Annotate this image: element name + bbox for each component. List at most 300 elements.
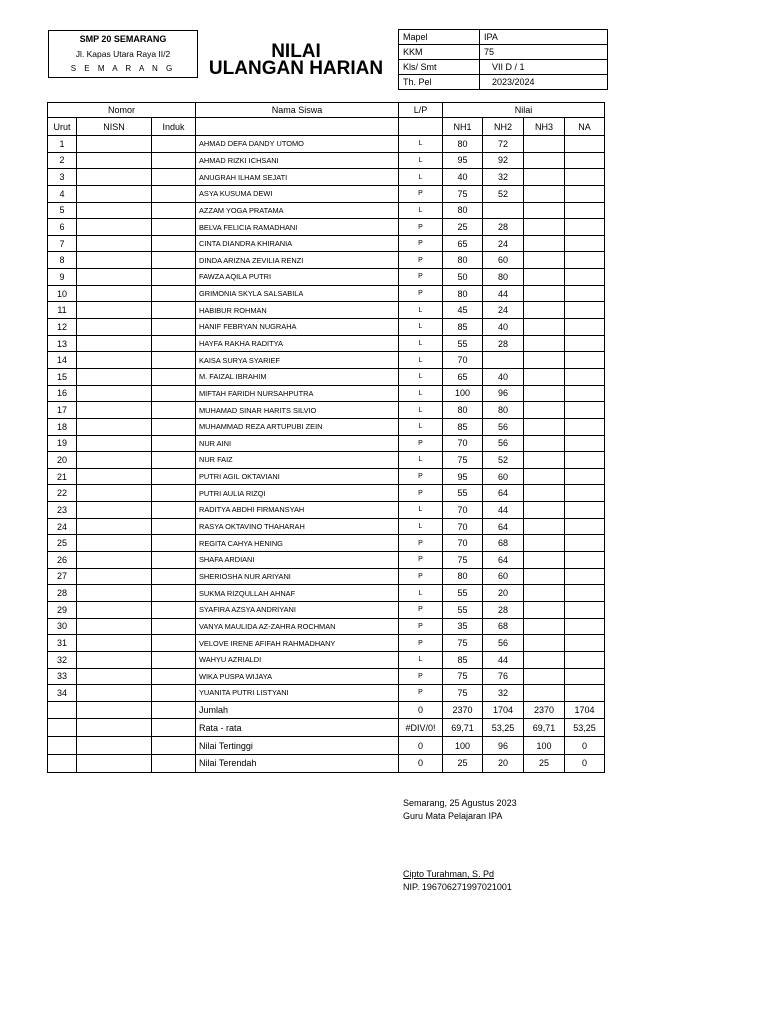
na-cell <box>565 452 605 469</box>
nh3-cell <box>524 352 565 369</box>
student-name: NUR AINI <box>196 435 399 452</box>
student-name: FAWZA AQILA PUTRI <box>196 269 399 286</box>
induk-cell <box>152 518 196 535</box>
page-title-line2: ULANGAN HARIAN <box>208 58 384 79</box>
summary-blank <box>48 719 77 737</box>
nh2-cell: 64 <box>483 552 524 569</box>
nh1-cell: 75 <box>443 185 483 202</box>
table-row <box>48 452 605 469</box>
gender-cell: P <box>399 668 443 685</box>
nisn-cell <box>77 568 152 585</box>
row-number: 8 <box>48 252 77 269</box>
gender-cell: L <box>399 651 443 668</box>
nh1-cell: 85 <box>443 651 483 668</box>
nh1-cell: 40 <box>443 169 483 186</box>
nh3-cell <box>524 219 565 236</box>
gender-cell: L <box>399 418 443 435</box>
nh3-cell <box>524 485 565 502</box>
induk-cell <box>152 601 196 618</box>
row-number: 3 <box>48 169 77 186</box>
student-name: HANIF FEBRYAN NUGRAHA <box>196 319 399 336</box>
table-row <box>48 269 605 286</box>
na-cell <box>565 136 605 153</box>
summary-lp: 0 <box>399 754 443 772</box>
nh2-cell: 92 <box>483 152 524 169</box>
nisn-cell <box>77 219 152 236</box>
induk-cell <box>152 185 196 202</box>
gender-cell: P <box>399 468 443 485</box>
student-name: REGITA CAHYA HENING <box>196 535 399 552</box>
nisn-cell <box>77 368 152 385</box>
nh2-cell: 68 <box>483 618 524 635</box>
nh3-cell <box>524 136 565 153</box>
na-cell <box>565 418 605 435</box>
summary-row <box>48 754 605 772</box>
school-address: Jl. Kapas Utara Raya II/2 <box>75 49 171 59</box>
table-row <box>48 601 605 618</box>
summary-blank <box>152 719 196 737</box>
gender-cell: P <box>399 185 443 202</box>
induk-cell <box>152 418 196 435</box>
student-name: PUTRI AGIL OKTAVIANI <box>196 468 399 485</box>
school-info-box <box>48 30 198 78</box>
na-cell <box>565 185 605 202</box>
row-number: 15 <box>48 368 77 385</box>
nisn-cell <box>77 502 152 519</box>
header-spacer <box>196 118 399 136</box>
nh1-cell: 85 <box>443 418 483 435</box>
header-nh2: NH2 <box>483 118 524 136</box>
summary-nh3: 69,71 <box>524 719 565 737</box>
info-label: Mapel <box>399 30 480 45</box>
table-row <box>48 202 605 219</box>
nisn-cell <box>77 635 152 652</box>
row-number: 6 <box>48 219 77 236</box>
nh2-cell: 24 <box>483 302 524 319</box>
student-name: CINTA DIANDRA KHIRANIA <box>196 235 399 252</box>
na-cell <box>565 502 605 519</box>
student-name: SHERIOSHA NUR ARIYANI <box>196 568 399 585</box>
nh3-cell <box>524 518 565 535</box>
gender-cell: P <box>399 552 443 569</box>
gender-cell: L <box>399 452 443 469</box>
student-name: MIFTAH FARIDH NURSAHPUTRA <box>196 385 399 402</box>
student-name: ANUGRAH ILHAM SEJATI <box>196 169 399 186</box>
nh1-cell: 80 <box>443 568 483 585</box>
summary-blank <box>48 737 77 755</box>
gender-cell: L <box>399 319 443 336</box>
na-cell <box>565 302 605 319</box>
student-name: NUR FAIZ <box>196 452 399 469</box>
nisn-cell <box>77 269 152 286</box>
gender-cell: P <box>399 535 443 552</box>
summary-nh1: 25 <box>443 754 483 772</box>
na-cell <box>565 585 605 602</box>
gender-cell: P <box>399 685 443 702</box>
nisn-cell <box>77 402 152 419</box>
info-row <box>399 45 608 60</box>
header-nomor: Nomor <box>48 103 196 118</box>
row-number: 28 <box>48 585 77 602</box>
nisn-cell <box>77 352 152 369</box>
header-nh3: NH3 <box>524 118 565 136</box>
induk-cell <box>152 585 196 602</box>
induk-cell <box>152 618 196 635</box>
nisn-cell <box>77 169 152 186</box>
row-number: 34 <box>48 685 77 702</box>
na-cell <box>565 552 605 569</box>
row-number: 9 <box>48 269 77 286</box>
na-cell <box>565 635 605 652</box>
row-number: 5 <box>48 202 77 219</box>
row-number: 25 <box>48 535 77 552</box>
nh1-cell: 80 <box>443 202 483 219</box>
nh2-cell: 28 <box>483 335 524 352</box>
gender-cell: P <box>399 235 443 252</box>
header-nisn: NISN <box>77 118 152 136</box>
student-name: RASYA OKTAVINO THAHARAH <box>196 518 399 535</box>
row-number: 10 <box>48 285 77 302</box>
teacher-name: Cipto Turahman, S. Pd <box>403 869 495 879</box>
na-cell <box>565 202 605 219</box>
nh3-cell <box>524 252 565 269</box>
table-row <box>48 685 605 702</box>
student-name: MUHAMMAD REZA ARTUPUBI ZEIN <box>196 418 399 435</box>
na-cell <box>565 668 605 685</box>
gender-cell: L <box>399 136 443 153</box>
table-row <box>48 418 605 435</box>
nh1-cell: 75 <box>443 668 483 685</box>
subject-info-table <box>398 29 608 90</box>
summary-nh3: 2370 <box>524 701 565 719</box>
gender-cell: P <box>399 252 443 269</box>
nh3-cell <box>524 368 565 385</box>
grades-table <box>47 102 605 773</box>
header-nama-siswa: Nama Siswa <box>196 103 399 118</box>
summary-blank <box>152 754 196 772</box>
row-number: 29 <box>48 601 77 618</box>
nh2-cell: 40 <box>483 368 524 385</box>
table-row <box>48 169 605 186</box>
student-name: AHMAD RIZKI ICHSANI <box>196 152 399 169</box>
na-cell <box>565 269 605 286</box>
nh3-cell <box>524 601 565 618</box>
induk-cell <box>152 319 196 336</box>
table-row <box>48 219 605 236</box>
summary-label: Nilai Terendah <box>196 754 399 772</box>
nisn-cell <box>77 136 152 153</box>
nh3-cell <box>524 635 565 652</box>
header-nilai: Nilai <box>443 103 605 118</box>
nh2-cell <box>483 352 524 369</box>
nh2-cell: 28 <box>483 219 524 236</box>
table-row <box>48 635 605 652</box>
summary-nh1: 100 <box>443 737 483 755</box>
nh3-cell <box>524 418 565 435</box>
table-row <box>48 352 605 369</box>
student-name: SUKMA RIZQULLAH AHNAF <box>196 585 399 602</box>
page-title-line1: NILAI <box>271 41 321 62</box>
student-name: KAISA SURYA SYARIEF <box>196 352 399 369</box>
info-row <box>399 30 608 45</box>
row-number: 20 <box>48 452 77 469</box>
na-cell <box>565 319 605 336</box>
nh3-cell <box>524 452 565 469</box>
nh2-cell: 72 <box>483 136 524 153</box>
induk-cell <box>152 302 196 319</box>
nh2-cell: 44 <box>483 285 524 302</box>
nh3-cell <box>524 668 565 685</box>
summary-nh3: 25 <box>524 754 565 772</box>
school-name: SMP 20 SEMARANG <box>79 34 167 44</box>
nh3-cell <box>524 385 565 402</box>
nisn-cell <box>77 202 152 219</box>
student-name: BELVA FELICIA RAMADHANI <box>196 219 399 236</box>
nh2-cell: 40 <box>483 319 524 336</box>
induk-cell <box>152 169 196 186</box>
na-cell <box>565 335 605 352</box>
summary-nh2: 96 <box>483 737 524 755</box>
nisn-cell <box>77 552 152 569</box>
row-number: 18 <box>48 418 77 435</box>
table-row <box>48 518 605 535</box>
induk-cell <box>152 402 196 419</box>
row-number: 11 <box>48 302 77 319</box>
nh1-cell: 80 <box>443 285 483 302</box>
row-number: 19 <box>48 435 77 452</box>
student-name: SHAFA ARDIANI <box>196 552 399 569</box>
row-number: 22 <box>48 485 77 502</box>
table-row <box>48 385 605 402</box>
summary-nh3: 100 <box>524 737 565 755</box>
induk-cell <box>152 152 196 169</box>
nh1-cell: 25 <box>443 219 483 236</box>
gender-cell: P <box>399 635 443 652</box>
nh2-cell: 44 <box>483 651 524 668</box>
nisn-cell <box>77 335 152 352</box>
na-cell <box>565 352 605 369</box>
nh2-cell: 60 <box>483 252 524 269</box>
nh1-cell: 55 <box>443 335 483 352</box>
nh1-cell: 80 <box>443 402 483 419</box>
nh3-cell <box>524 235 565 252</box>
nh2-cell: 80 <box>483 402 524 419</box>
header-spacer <box>399 118 443 136</box>
nh3-cell <box>524 585 565 602</box>
nh3-cell <box>524 502 565 519</box>
na-cell <box>565 485 605 502</box>
summary-na: 1704 <box>565 701 605 719</box>
nh2-cell: 32 <box>483 685 524 702</box>
nh1-cell: 55 <box>443 585 483 602</box>
table-row <box>48 552 605 569</box>
induk-cell <box>152 352 196 369</box>
table-row <box>48 651 605 668</box>
gender-cell: P <box>399 601 443 618</box>
nh3-cell <box>524 202 565 219</box>
gender-cell: L <box>399 385 443 402</box>
nh3-cell <box>524 335 565 352</box>
induk-cell <box>152 335 196 352</box>
na-cell <box>565 152 605 169</box>
nisn-cell <box>77 385 152 402</box>
row-number: 26 <box>48 552 77 569</box>
gender-cell: L <box>399 302 443 319</box>
summary-nh2: 53,25 <box>483 719 524 737</box>
nh2-cell: 64 <box>483 485 524 502</box>
nisn-cell <box>77 651 152 668</box>
row-number: 13 <box>48 335 77 352</box>
row-number: 17 <box>48 402 77 419</box>
info-label: KKM <box>399 45 480 60</box>
header-lp: L/P <box>399 103 443 118</box>
header-induk: Induk <box>152 118 196 136</box>
header-urut: Urut <box>48 118 77 136</box>
table-row <box>48 285 605 302</box>
nh3-cell <box>524 552 565 569</box>
info-value: VII D / 1 <box>480 60 608 75</box>
nh2-cell: 24 <box>483 235 524 252</box>
induk-cell <box>152 568 196 585</box>
student-name: SYAFIRA AZSYA ANDRIYANI <box>196 601 399 618</box>
table-row <box>48 319 605 336</box>
nh2-cell: 60 <box>483 568 524 585</box>
table-row <box>48 136 605 153</box>
student-name: ASYA KUSUMA DEWI <box>196 185 399 202</box>
nh3-cell <box>524 535 565 552</box>
nisn-cell <box>77 152 152 169</box>
student-name: RADITYA ABDHI FIRMANSYAH <box>196 502 399 519</box>
nh1-cell: 65 <box>443 368 483 385</box>
nh1-cell: 35 <box>443 618 483 635</box>
signature-role: Guru Mata Pelajaran IPA <box>403 811 503 821</box>
row-number: 4 <box>48 185 77 202</box>
induk-cell <box>152 552 196 569</box>
table-row <box>48 668 605 685</box>
summary-blank <box>48 701 77 719</box>
nh1-cell: 70 <box>443 435 483 452</box>
row-number: 30 <box>48 618 77 635</box>
summary-na: 0 <box>565 754 605 772</box>
nh2-cell: 44 <box>483 502 524 519</box>
nh3-cell <box>524 152 565 169</box>
induk-cell <box>152 435 196 452</box>
table-row <box>48 585 605 602</box>
nh3-cell <box>524 319 565 336</box>
induk-cell <box>152 252 196 269</box>
student-name: VANYA MAULIDA AZ-ZAHRA ROCHMAN <box>196 618 399 635</box>
induk-cell <box>152 468 196 485</box>
nh3-cell <box>524 568 565 585</box>
induk-cell <box>152 651 196 668</box>
summary-lp: 0 <box>399 701 443 719</box>
nh3-cell <box>524 685 565 702</box>
nh3-cell <box>524 269 565 286</box>
summary-lp: #DIV/0! <box>399 719 443 737</box>
nisn-cell <box>77 685 152 702</box>
induk-cell <box>152 502 196 519</box>
table-row <box>48 618 605 635</box>
induk-cell <box>152 368 196 385</box>
student-rows <box>48 136 605 702</box>
nh3-cell <box>524 651 565 668</box>
summary-blank <box>152 737 196 755</box>
nisn-cell <box>77 452 152 469</box>
induk-cell <box>152 685 196 702</box>
summary-row <box>48 737 605 755</box>
nh2-cell: 52 <box>483 185 524 202</box>
table-row <box>48 435 605 452</box>
induk-cell <box>152 668 196 685</box>
summary-na: 0 <box>565 737 605 755</box>
na-cell <box>565 685 605 702</box>
info-label: Th. Pel <box>399 75 480 90</box>
nisn-cell <box>77 468 152 485</box>
summary-nh1: 69,71 <box>443 719 483 737</box>
nh3-cell <box>524 468 565 485</box>
nisn-cell <box>77 235 152 252</box>
gender-cell: L <box>399 585 443 602</box>
gender-cell: L <box>399 169 443 186</box>
nh2-cell: 68 <box>483 535 524 552</box>
nh3-cell <box>524 435 565 452</box>
nh2-cell: 52 <box>483 452 524 469</box>
nh1-cell: 45 <box>443 302 483 319</box>
info-value: 2023/2024 <box>480 75 608 90</box>
table-row <box>48 402 605 419</box>
nisn-cell <box>77 668 152 685</box>
induk-cell <box>152 385 196 402</box>
nisn-cell <box>77 418 152 435</box>
gender-cell: P <box>399 435 443 452</box>
nh1-cell: 95 <box>443 152 483 169</box>
nh1-cell: 95 <box>443 468 483 485</box>
gender-cell: L <box>399 335 443 352</box>
school-city: S E M A R A N G <box>70 64 176 73</box>
row-number: 1 <box>48 136 77 153</box>
summary-label: Nilai Tertinggi <box>196 737 399 755</box>
header-nh1: NH1 <box>443 118 483 136</box>
info-value: 75 <box>480 45 608 60</box>
summary-blank <box>77 701 152 719</box>
table-row <box>48 302 605 319</box>
summary-label: Jumlah <box>196 701 399 719</box>
nh1-cell: 70 <box>443 352 483 369</box>
row-number: 33 <box>48 668 77 685</box>
induk-cell <box>152 485 196 502</box>
induk-cell <box>152 452 196 469</box>
nh1-cell: 75 <box>443 685 483 702</box>
row-number: 24 <box>48 518 77 535</box>
summary-nh1: 2370 <box>443 701 483 719</box>
student-name: AHMAD DEFA DANDY UTOMO <box>196 136 399 153</box>
gender-cell: P <box>399 485 443 502</box>
induk-cell <box>152 219 196 236</box>
nh1-cell: 75 <box>443 552 483 569</box>
nh1-cell: 55 <box>443 485 483 502</box>
nh2-cell: 80 <box>483 269 524 286</box>
table-row <box>48 235 605 252</box>
na-cell <box>565 368 605 385</box>
student-name: MUHAMAD SINAR HARITS SILVIO <box>196 402 399 419</box>
student-name: WAHYU AZRIALDI <box>196 651 399 668</box>
table-row <box>48 485 605 502</box>
na-cell <box>565 435 605 452</box>
na-cell <box>565 618 605 635</box>
info-label: Kls/ Smt <box>399 60 480 75</box>
na-cell <box>565 219 605 236</box>
nh3-cell <box>524 302 565 319</box>
